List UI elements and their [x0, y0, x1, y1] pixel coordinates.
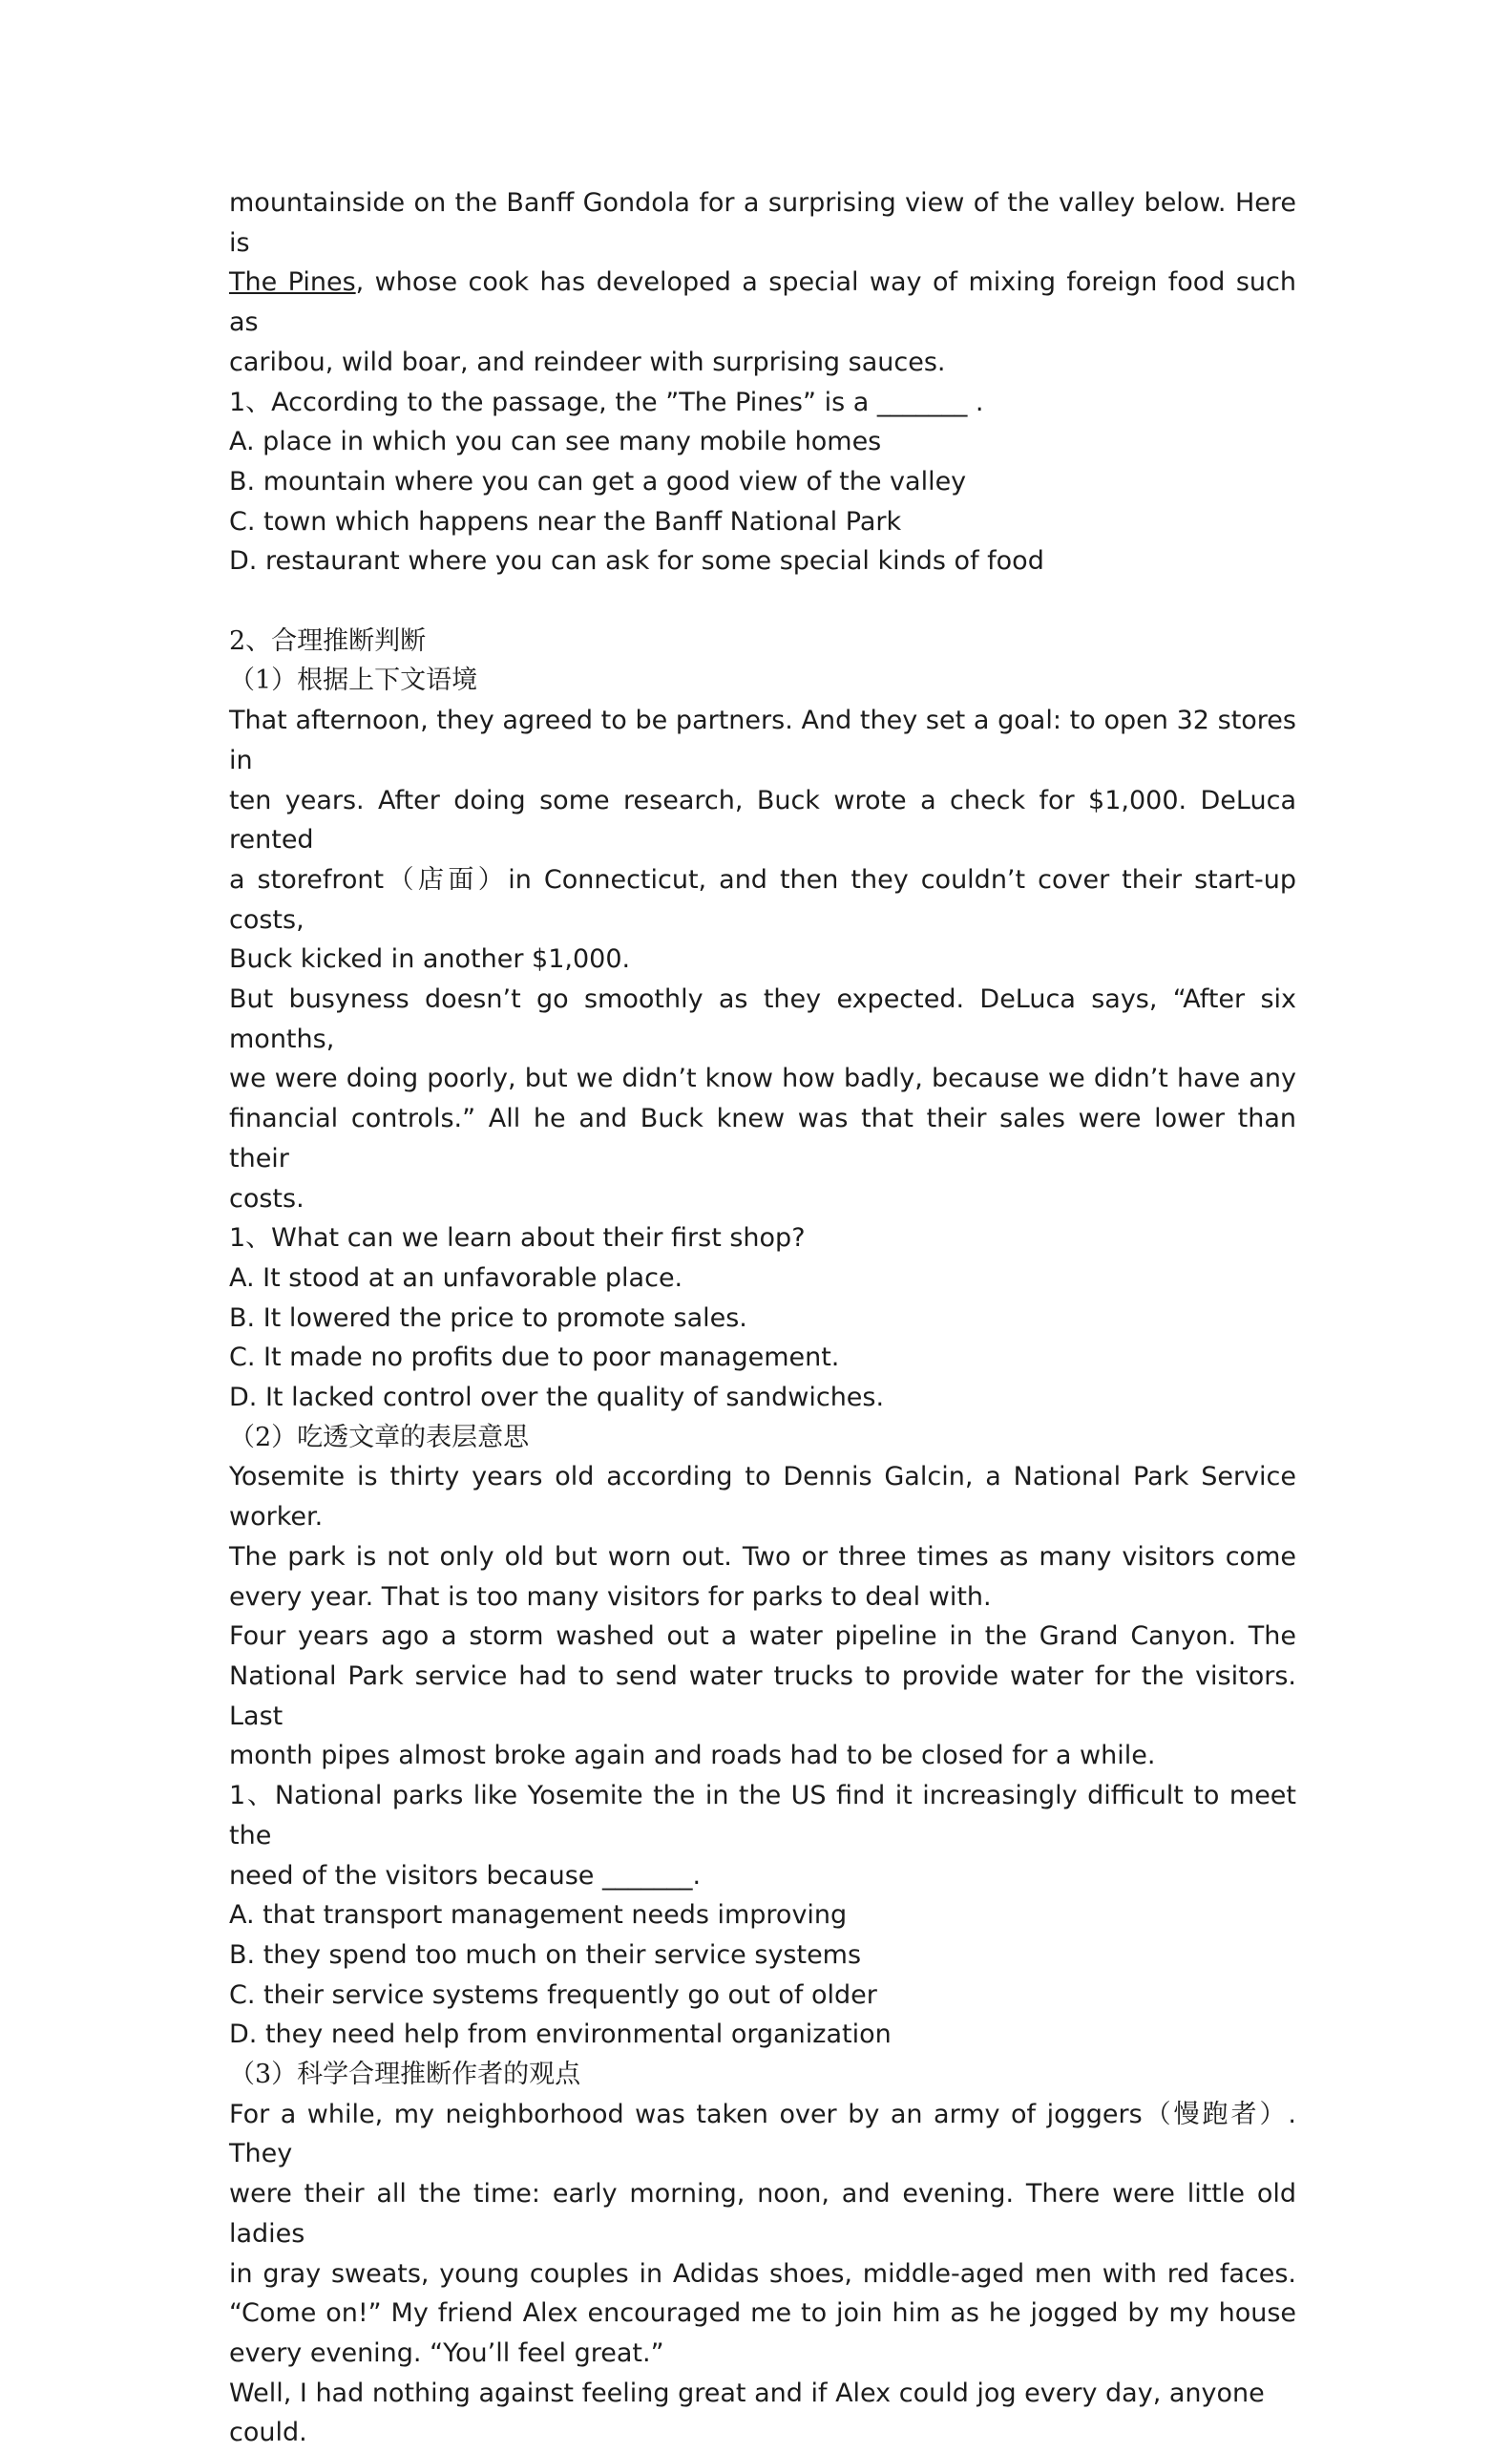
- passage-line: “Come on!” My friend Alex encouraged me to join him as he jogged by my house: [229, 2298, 1296, 2329]
- passage-line: in gray sweats, young couples in Adidas shoes, middle-aged men with red faces.: [229, 2258, 1296, 2289]
- option-b: B. mountain where you can get a good view of the valley: [229, 466, 967, 497]
- option-a: A. place in which you can see many mobile homes: [229, 427, 882, 457]
- passage-line: every evening. “You’ll feel great.”: [229, 2337, 664, 2368]
- passage-line: But busyness doesn’t go smoothly as they expected. DeLuca says, “After six months,: [229, 984, 1296, 1054]
- option-c: C. their service systems frequently go out of older: [229, 1979, 877, 2010]
- option-c: C. town which happens near the Banff National Park: [229, 506, 902, 537]
- option-b: B. they spend too much on their service systems: [229, 1939, 862, 1970]
- subsection-heading: （3）科学合理推断作者的观点: [229, 2060, 581, 2090]
- option-a: A. that transport management needs improving: [229, 1900, 848, 1931]
- passage-line: we were doing poorly, but we didn’t know how badly, because we didn’t have any: [229, 1064, 1296, 1094]
- question-1: 1、According to the passage, the ”The Pines” is a _______ .: [229, 387, 984, 417]
- option-b: B. It lowered the price to promote sales.: [229, 1302, 747, 1333]
- the-pines-underlined: The Pines: [229, 267, 356, 298]
- passage-text: , whose cook has developed a special way of mixing foreign food such as: [229, 267, 1297, 338]
- passage-line: ten years. After doing some research, Buck wrote a check for $1,000. DeLuca rented: [229, 785, 1296, 856]
- passage-line: mountainside on the Banff Gondola for a surprising view of the valley below. Here is: [229, 188, 1296, 258]
- passage-line: month pipes almost broke again and roads had to be closed for a while.: [229, 1741, 1156, 1771]
- passage-line: National Park service had to send water trucks to provide water for the visitors. Last: [229, 1661, 1296, 1731]
- subsection-heading: （1）根据上下文语境: [229, 666, 478, 696]
- passage-line: costs.: [229, 1183, 304, 1214]
- document-body: [229, 183, 1296, 2453]
- question: 1、What can we learn about their first shop?: [229, 1223, 806, 1254]
- passage-line: financial controls.” All he and Buck knew was that their sales were lower than their: [229, 1104, 1296, 1174]
- passage-line: caribou, wild boar, and reindeer with surprising sauces.: [229, 347, 946, 377]
- passage-line: [229, 263, 1296, 342]
- blank-gap: [229, 582, 1296, 622]
- option-c: C. It made no profits due to poor management.: [229, 1343, 840, 1373]
- passage-line: Four years ago a storm washed out a water pipeline in the Grand Canyon. The: [229, 1621, 1296, 1652]
- passage-line: Well, I had nothing against feeling great and if Alex could jog every day, anyone could.: [229, 2378, 1265, 2448]
- passage-line: For a while, my neighborhood was taken over by an army of joggers（慢跑者）. They: [229, 2099, 1296, 2169]
- option-d: D. they need help from environmental organization: [229, 2019, 892, 2050]
- passage-line: Buck kicked in another $1,000.: [229, 944, 631, 975]
- passage-line: That afternoon, they agreed to be partners. And they set a goal: to open 32 stores in: [229, 706, 1296, 775]
- question-line: need of the visitors because _______.: [229, 1860, 702, 1891]
- passage-line: were their all the time: early morning, noon, and evening. There were little old ladies: [229, 2179, 1296, 2249]
- question-line: 1、National parks like Yosemite the in the US find it increasingly difficult to meet the: [229, 1781, 1296, 1850]
- passage-line: every year. That is too many visitors for parks to deal with.: [229, 1581, 992, 1612]
- subsection-heading: （2）吃透文章的表层意思: [229, 1422, 530, 1452]
- option-a: A. It stood at an unfavorable place.: [229, 1262, 683, 1293]
- passage-line: Yosemite is thirty years old according to Dennis Galcin, a National Park Service worker.: [229, 1462, 1296, 1533]
- section-heading: 2、合理推断判断: [229, 625, 427, 656]
- passage-line: a storefront（店面）in Connecticut, and then they couldn’t cover their start-up costs,: [229, 864, 1296, 935]
- option-d: D. It lacked control over the quality of sandwiches.: [229, 1383, 885, 1413]
- passage-line: The park is not only old but worn out. Two or three times as many visitors come: [229, 1541, 1296, 1572]
- option-d: D. restaurant where you can ask for some special kinds of food: [229, 546, 1044, 577]
